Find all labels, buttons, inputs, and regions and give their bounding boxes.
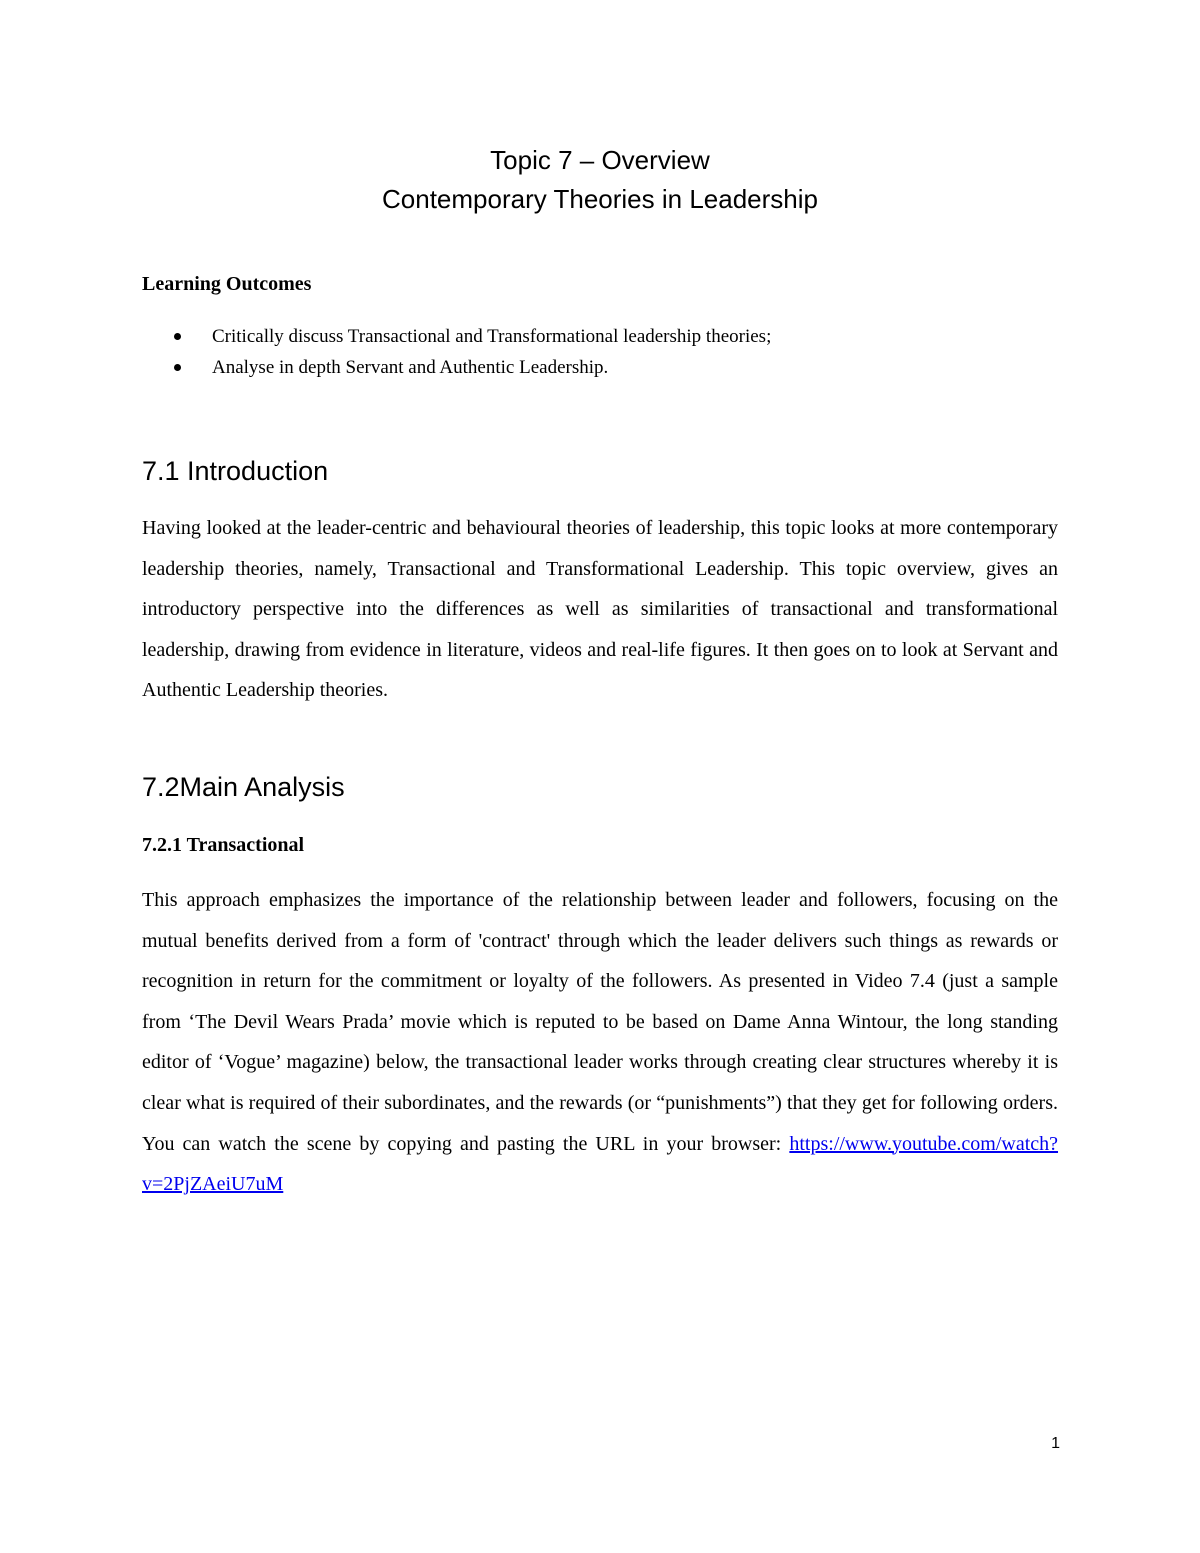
learning-outcomes-list (142, 321, 771, 383)
transactional-paragraph (142, 880, 1058, 1205)
list-item (142, 352, 771, 383)
youtube-link[interactable]: https://www.youtube.com/watch?v=2PjZAeiU7uM (142, 1132, 1059, 1196)
document-title: Topic 7 – Overview (490, 145, 710, 175)
introduction-paragraph: Having looked at the leader-centric and behavioural theories of leadership, this topic looks at more contemporary leadership theories, namely, Transactional and Transformational Leadership. This topic overview, gives an introductory perspective into the differences as well as similarities of transactional and transformational leadership, drawing from evidence in literature, videos and real-life figures. It then goes on to look at Servant and Authentic Leadership theories. (142, 517, 1058, 702)
list-item (142, 321, 771, 352)
transactional-paragraph-text: This approach emphasizes the importance of the relationship between leader and followers, focusing on the mutual benefits derived from a form of 'contract' through which the leader delivers such things as rewards or recognition in return for the commitment or loyalty of the followers. As presented in Video 7.4 (just a sample from ‘The Devil Wears Prada’ movie which is reputed to be based on Dame Anna Wintour, the long standing editor of ‘Vogue’ magazine) below, the transactional leader works through creating clear structures whereby it is clear what is required of their subordinates, and the rewards (or “punishments”) that they get for following orders. You can watch the scene by copying and pasting the URL in your browser: (142, 889, 1058, 1155)
transactional-subheading: 7.2.1 Transactional (142, 834, 305, 856)
page-number: 1 (1051, 1435, 1060, 1452)
learning-outcomes-heading: Learning Outcomes (142, 273, 312, 295)
document-subtitle: Contemporary Theories in Leadership (382, 184, 818, 214)
list-item-text: Analyse in depth Servant and Authentic Leadership. (212, 357, 609, 378)
bullet-icon (174, 364, 181, 371)
introduction-heading: 7.1 Introduction (142, 456, 329, 486)
main-analysis-heading: 7.2Main Analysis (142, 772, 345, 802)
bullet-icon (174, 333, 181, 340)
list-item-text: Critically discuss Transactional and Transformational leadership theories; (212, 326, 772, 347)
